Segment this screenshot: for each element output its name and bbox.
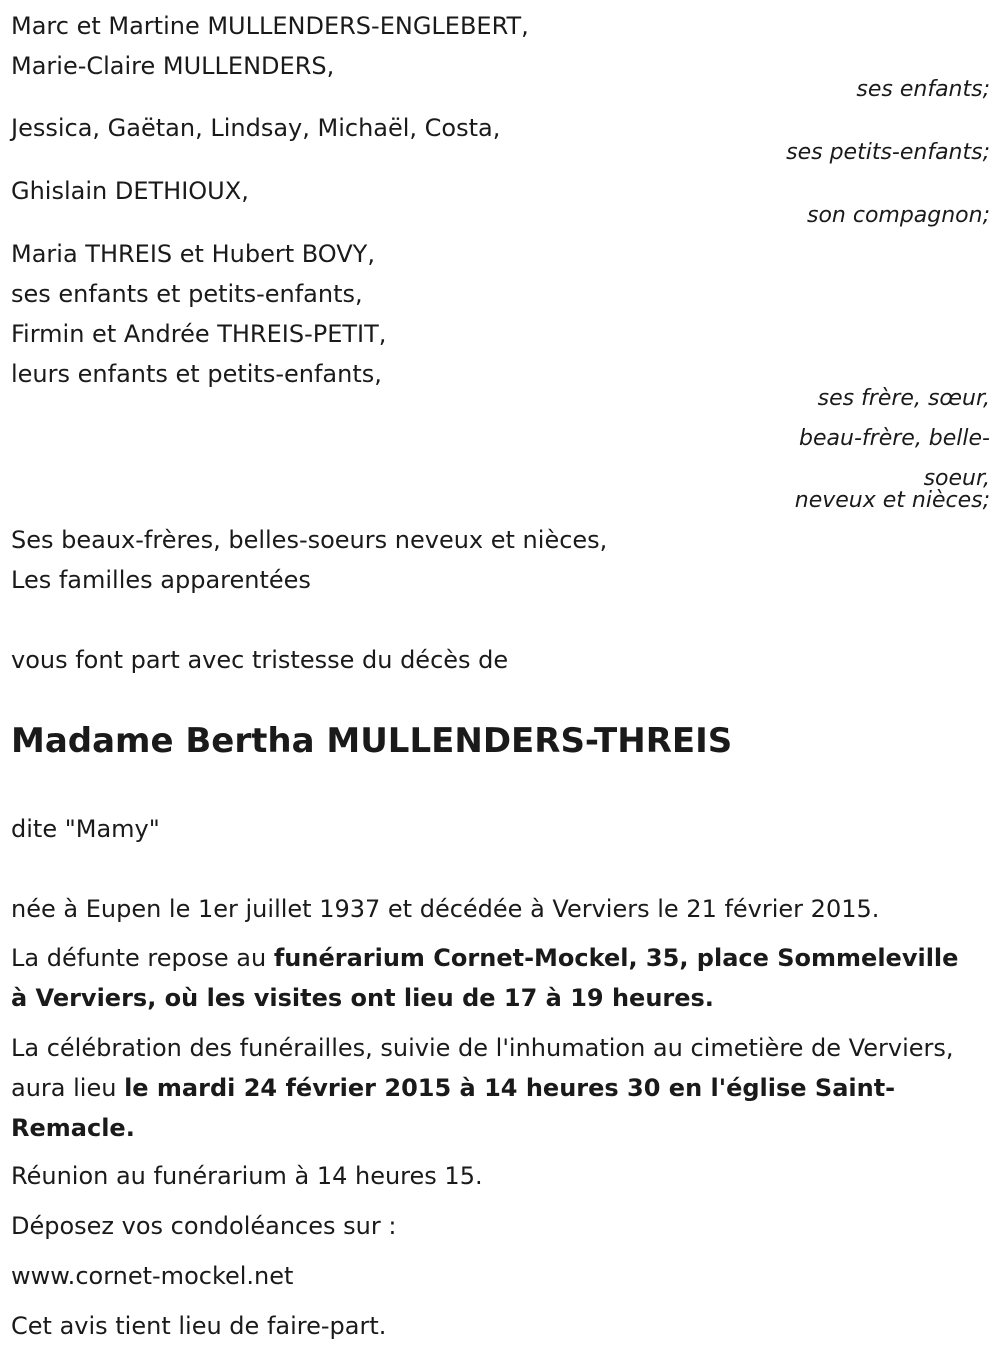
grandchildren-line: Jessica, Gaëtan, Lindsay, Michaël, Costa, bbox=[11, 114, 501, 142]
children-line-1: Marc et Martine MULLENDERS-ENGLEBERT, bbox=[11, 12, 529, 40]
sibling-2-desc: leurs enfants et petits-enfants, bbox=[11, 360, 382, 388]
sibling-1-line: Maria THREIS et Hubert BOVY, bbox=[11, 240, 375, 268]
companion-line: Ghislain DETHIOUX, bbox=[11, 177, 249, 205]
role-companion: son compagnon; bbox=[806, 203, 990, 228]
repose-location: funérarium Cornet-Mockel, 35, place Sommeleville à Verviers, où les visites ont lieu de 17 à 19 heures. bbox=[11, 944, 959, 1012]
meeting-line: Réunion au funérarium à 14 heures 15. bbox=[11, 1162, 483, 1190]
sibling-1-desc: ses enfants et petits-enfants, bbox=[11, 280, 363, 308]
deceased-name: Madame Bertha MULLENDERS-THREIS bbox=[11, 721, 733, 761]
announcement-intro: vous font part avec tristesse du décès de bbox=[11, 646, 509, 674]
role-children: ses enfants; bbox=[856, 77, 990, 102]
repose-paragraph bbox=[11, 938, 971, 1018]
ceremony-datetime: le mardi 24 février 2015 à 14 heures 30 en l'église Saint-Remacle. bbox=[11, 1074, 896, 1142]
children-line-2: Marie-Claire MULLENDERS, bbox=[11, 52, 335, 80]
ceremony-prefix: La célébration des funérailles, suivie de l'inhumation au cimetière de Verviers, aura lieu bbox=[11, 1034, 954, 1102]
notice-line: Cet avis tient lieu de faire-part. bbox=[11, 1312, 387, 1340]
role-siblings-2: beau-frère, belle- bbox=[799, 426, 990, 451]
repose-prefix: La défunte repose au bbox=[11, 944, 274, 972]
nickname: dite "Mamy" bbox=[11, 815, 160, 843]
website-line bbox=[11, 1256, 293, 1296]
inlaws-line: Ses beaux-frères, belles-soeurs neveux et nièces, bbox=[11, 526, 608, 554]
sibling-2-line: Firmin et Andrée THREIS-PETIT, bbox=[11, 320, 387, 348]
related-families-line: Les familles apparentées bbox=[11, 566, 311, 594]
website-link[interactable]: www.cornet-mockel.net bbox=[11, 1262, 294, 1290]
condolences-line: Déposez vos condoléances sur : bbox=[11, 1212, 397, 1240]
role-siblings-3: soeur, bbox=[923, 466, 990, 491]
role-grandchildren: ses petits-enfants; bbox=[786, 140, 990, 165]
ceremony-paragraph bbox=[11, 1028, 971, 1148]
role-siblings-4: neveux et nièces; bbox=[794, 488, 990, 513]
role-siblings-1: ses frère, sœur, bbox=[817, 386, 990, 411]
birth-death-line: née à Eupen le 1er juillet 1937 et décédée à Verviers le 21 février 2015. bbox=[11, 895, 880, 923]
